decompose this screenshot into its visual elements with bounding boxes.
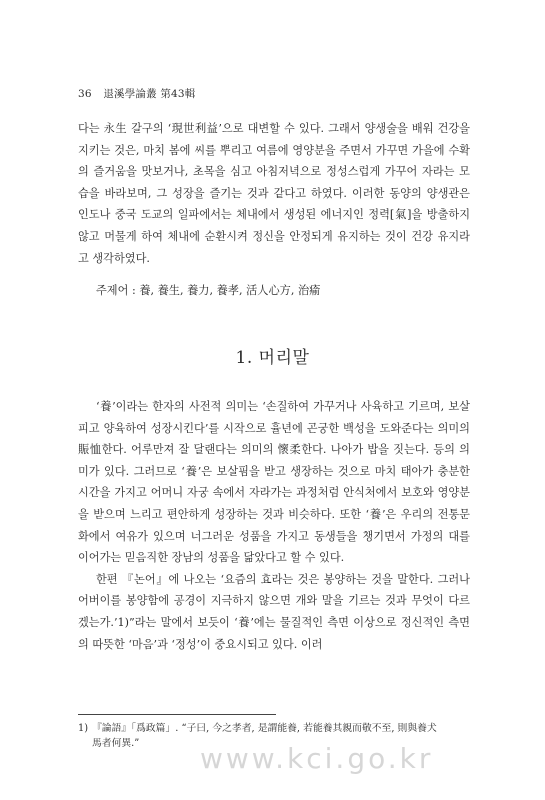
section-title: 1. 머리말 <box>235 348 310 368</box>
intro-paragraph-1: ‘養’이라는 한자의 사전적 의미는 ‘손질하여 가꾸거나 사육하고 기르며, 보살피고 양육하여 성장시킨다’를 시작으로 휼년에 곤궁한 백성을 도와준다는 의미의 賑恤한다. 어루만져 잘 달랜다는 의미의 懷柔한다. 나아가 밥을 짓는다. 등의 의미가 있다. 그러므로 ‘養’은 보살핌을 받고 생장하는 것으로 마치 태아가 충분한 시간을 가지고 어머니 자궁 속에서 자라가는 과정처럼 안식처에서 보호와 영양분을 받으며 느리고 편안하게 성장하는 것과 비슷하다. 또한 ‘養’은 우리의 전통문화에서 여유가 있으며 너그러운 성품을 가지고 동생들을 챙기면서 가정의 대를 이어가는 믿음직한 장남의 성품을 닮았다고 할 수 있다. <box>78 400 470 565</box>
intro-paragraph-2: 한편 『논어』에 나오는 ‘요즘의 효라는 것은 봉양하는 것을 말한다. 그러나 어버이를 봉양함에 공경이 지극하지 않으면 개와 말을 기르는 것과 무엇이 다르겠는가.’1)”라는 말에서 보듯이 ‘養’에는 물질적인 측면 이상으로 정신적인 측면의 따뜻한 ‘마음’과 ‘정성’이 중요시되고 있다. 이러 <box>78 572 470 651</box>
footnote-text-1: 『論語』「爲政篇」. “子曰, 今之孝者, 是謂能養, 若能養其親而敬不至, 則與養犬 <box>92 723 437 734</box>
page-number: 36 <box>78 88 92 100</box>
journal-title: 退溪學論叢 第43輯 <box>103 88 196 100</box>
abstract-tail-paragraph: 다는 永生 갈구의 ‘現世利益’으로 대변할 수 있다. 그래서 양생술을 배워 건강을 지키는 것은, 마치 봄에 씨를 뿌리고 여름에 영양분을 주면서 가꾸면 가을에 수확의 즐거움을 맛보거나, 초목을 심고 아침저녁으로 정성스럽게 가꾸어 자라는 모습을 바라보며, 그 성장을 즐기는 것과 같다고 하였다. 이러한 동양의 양생관은 인도나 중국 도교의 일파에서는 체내에서 생성된 에너지인 정력[氣]을 방출하지 않고 머물게 하여 체내에 순환시켜 정신을 안정되게 유지하는 것이 건강 유지라고 생각하였다. <box>78 122 470 265</box>
footnote-divider <box>78 714 276 715</box>
keywords-label: 주제어 : <box>96 284 136 297</box>
footnote-text-2: 馬者何異.” <box>92 738 140 749</box>
keywords-terms: 養, 養生, 養力, 養孝, 活人心方, 治瘉 <box>139 284 321 297</box>
footnote-line-1 <box>78 721 470 736</box>
introduction-body <box>78 396 470 655</box>
keywords-line <box>96 282 320 298</box>
footnote-number: 1) <box>78 723 89 734</box>
watermark: www.kci.go.kr <box>200 742 434 775</box>
running-header <box>78 86 196 101</box>
